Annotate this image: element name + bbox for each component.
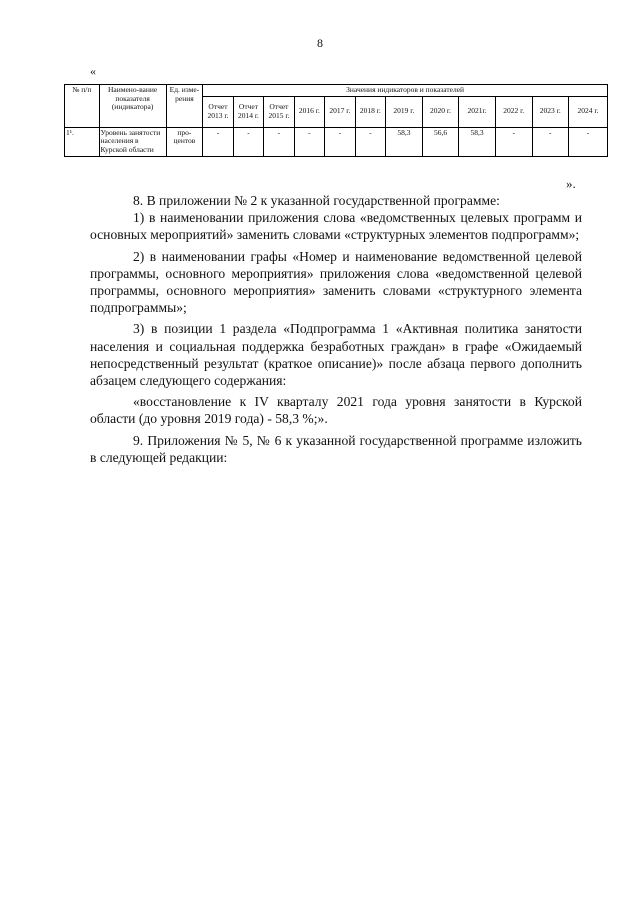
row-value: 56,6	[422, 127, 459, 156]
document-body	[90, 192, 582, 466]
header-year: 2022 г.	[495, 96, 532, 127]
row-value: -	[264, 127, 294, 156]
row-value: -	[532, 127, 569, 156]
header-year: Отчет 2015 г.	[264, 96, 294, 127]
header-unit: Ед. изме-рения	[166, 85, 203, 128]
header-year: Отчет 2014 г.	[233, 96, 263, 127]
page-number: 8	[317, 36, 323, 50]
header-year: Отчет 2013 г.	[203, 96, 233, 127]
row-indicator-name: Уровень занятости населения в Курской области	[99, 127, 166, 156]
header-year: 2016 г.	[294, 96, 324, 127]
row-value: -	[233, 127, 263, 156]
open-quote: «	[90, 64, 96, 78]
row-value: -	[569, 127, 608, 156]
header-name: Наимено-вание показателя (индикатора)	[99, 85, 166, 128]
row-value: 58,3	[386, 127, 423, 156]
header-year: 2019 г.	[386, 96, 423, 127]
header-year: 2017 г.	[325, 96, 355, 127]
row-value: -	[495, 127, 532, 156]
paragraph: 1) в наименовании приложения слова «ведомственных целевых программ и основных мероприятий» заменить словами «структурных элементов подпрограмм»;	[90, 210, 582, 243]
table-row	[65, 127, 608, 156]
indicators-table	[64, 84, 608, 157]
paragraph: «восстановление к IV кварталу 2021 года уровня занятости в Курской области (до уровня 2019 года) - 58,3 %;».	[90, 394, 582, 427]
header-year: 2023 г.	[532, 96, 569, 127]
row-value: -	[325, 127, 355, 156]
header-year: 2020 г.	[422, 96, 459, 127]
paragraph: 2) в наименовании графы «Номер и наименование ведомственной целевой программы, основного мероприятия» приложения слова «ведомственной целевой программы, основного мероприятия» заменить словами «структурного элемента подпрограммы»;	[90, 248, 582, 316]
header-values-group: Значения индикаторов и показателей	[203, 85, 608, 97]
header-year: 2024 г.	[569, 96, 608, 127]
close-quote: ».	[566, 176, 576, 191]
row-value: -	[294, 127, 324, 156]
header-num: № п/п	[65, 85, 100, 128]
paragraph: 3) в позиции 1 раздела «Подпрограмма 1 «Активная политика занятости населения и социальная поддержка безработных граждан» в графе «Ожидаемый непосредственный результат (краткое описание)» после абзаца первого дополнить абзацем следующего содержания:	[90, 321, 582, 389]
header-year: 2021г.	[459, 96, 496, 127]
row-value: -	[355, 127, 385, 156]
row-value: -	[203, 127, 233, 156]
row-num: 1¹.	[65, 127, 100, 156]
paragraph: 8. В приложении № 2 к указанной государственной программе:	[133, 193, 500, 208]
paragraph: 9. Приложения № 5, № 6 к указанной государственной программе изложить в следующей редакции:	[90, 432, 582, 465]
row-value: 58,3	[459, 127, 496, 156]
row-unit: про-центов	[166, 127, 203, 156]
header-year: 2018 г.	[355, 96, 385, 127]
